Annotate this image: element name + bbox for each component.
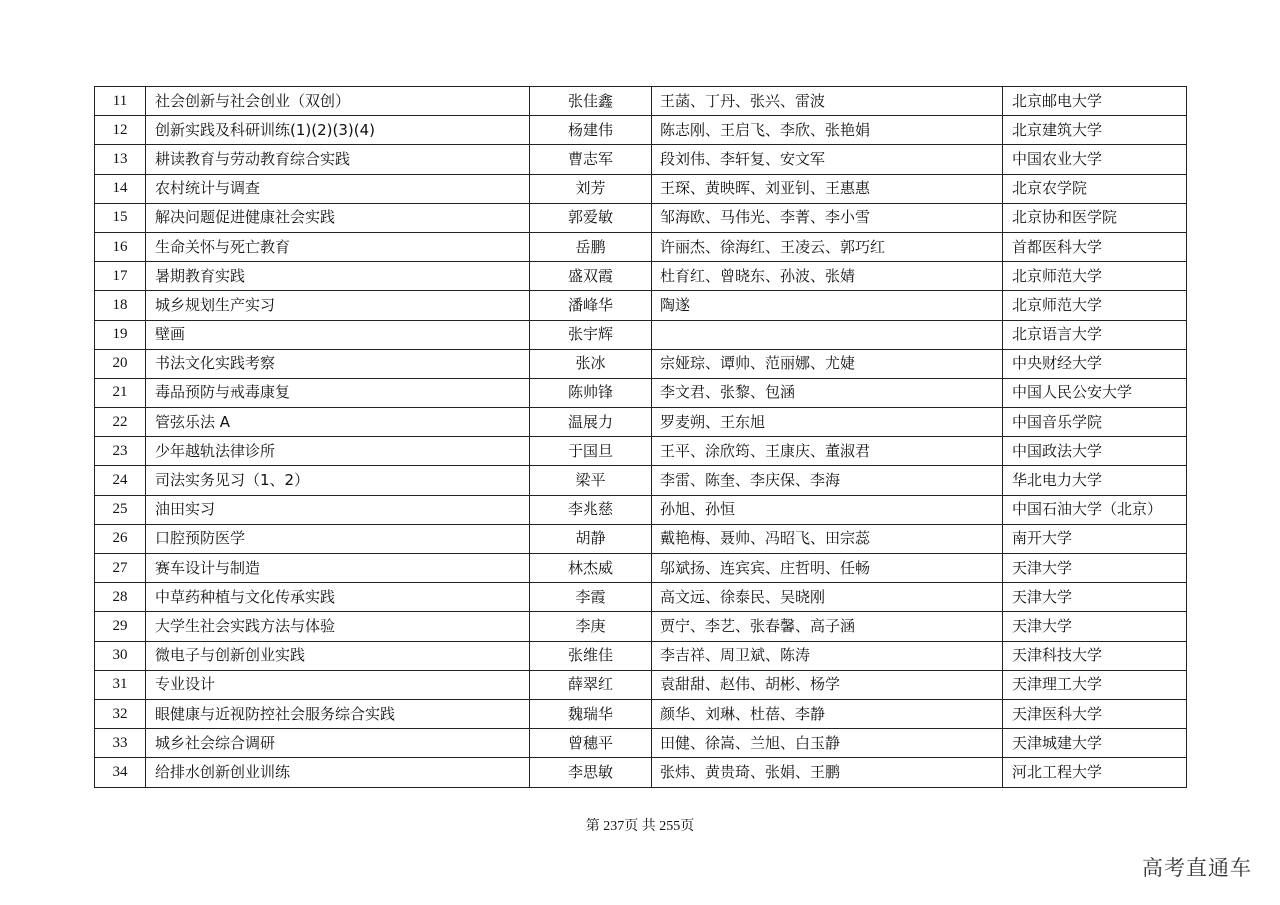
cell-number: 28 xyxy=(95,583,146,612)
cell-number: 30 xyxy=(95,641,146,670)
cell-members: 段刘伟、李轩复、安文军 xyxy=(652,145,1003,174)
cell-leader: 曹志军 xyxy=(530,145,652,174)
cell-leader: 温展力 xyxy=(530,408,652,437)
table-row xyxy=(95,670,1187,699)
cell-members: 陈志刚、王启飞、李欣、张艳娟 xyxy=(652,116,1003,145)
cell-leader: 刘芳 xyxy=(530,174,652,203)
cell-number: 31 xyxy=(95,670,146,699)
cell-course-name: 生命关怀与死亡教育 xyxy=(146,232,530,261)
cell-course-name: 书法文化实践考察 xyxy=(146,349,530,378)
table-row xyxy=(95,232,1187,261)
cell-course-name: 赛车设计与制造 xyxy=(146,554,530,583)
cell-members: 罗麦朔、王东旭 xyxy=(652,408,1003,437)
table-row xyxy=(95,87,1187,116)
cell-course-name: 农村统计与调查 xyxy=(146,174,530,203)
cell-members: 邹海欧、马伟光、李菁、李小雪 xyxy=(652,203,1003,232)
cell-members: 王平、涂欣筠、王康庆、董淑君 xyxy=(652,437,1003,466)
course-table xyxy=(94,86,1187,788)
table-row xyxy=(95,495,1187,524)
cell-members: 杜育红、曾晓东、孙波、张婧 xyxy=(652,262,1003,291)
cell-course-name: 油田实习 xyxy=(146,495,530,524)
cell-number: 17 xyxy=(95,262,146,291)
cell-number: 13 xyxy=(95,145,146,174)
cell-members: 许丽杰、徐海红、王凌云、郭巧红 xyxy=(652,232,1003,261)
table-row xyxy=(95,203,1187,232)
cell-course-name: 少年越轨法律诊所 xyxy=(146,437,530,466)
cell-course-name: 专业设计 xyxy=(146,670,530,699)
cell-number: 25 xyxy=(95,495,146,524)
cell-number: 24 xyxy=(95,466,146,495)
course-table-container xyxy=(94,86,1186,788)
cell-school: 河北工程大学 xyxy=(1003,758,1187,787)
cell-leader: 林杰威 xyxy=(530,554,652,583)
cell-members: 王菡、丁丹、张兴、雷波 xyxy=(652,87,1003,116)
cell-number: 21 xyxy=(95,378,146,407)
table-row xyxy=(95,116,1187,145)
cell-school: 南开大学 xyxy=(1003,524,1187,553)
table-row xyxy=(95,554,1187,583)
cell-number: 19 xyxy=(95,320,146,349)
cell-members: 王琛、黄映晖、刘亚钊、王惠惠 xyxy=(652,174,1003,203)
table-row xyxy=(95,758,1187,787)
cell-school: 天津大学 xyxy=(1003,612,1187,641)
cell-course-name: 社会创新与社会创业（双创） xyxy=(146,87,530,116)
cell-course-name: 毒品预防与戒毒康复 xyxy=(146,378,530,407)
cell-leader: 张维佳 xyxy=(530,641,652,670)
cell-course-name: 口腔预防医学 xyxy=(146,524,530,553)
cell-school: 北京农学院 xyxy=(1003,174,1187,203)
cell-school: 中国政法大学 xyxy=(1003,437,1187,466)
cell-members: 李文君、张黎、包涵 xyxy=(652,378,1003,407)
cell-school: 天津理工大学 xyxy=(1003,670,1187,699)
cell-leader: 陈帅锋 xyxy=(530,378,652,407)
cell-school: 北京协和医学院 xyxy=(1003,203,1187,232)
table-row xyxy=(95,349,1187,378)
cell-number: 27 xyxy=(95,554,146,583)
cell-members: 李吉祥、周卫斌、陈涛 xyxy=(652,641,1003,670)
cell-school: 天津大学 xyxy=(1003,554,1187,583)
cell-number: 22 xyxy=(95,408,146,437)
cell-members: 袁甜甜、赵伟、胡彬、杨学 xyxy=(652,670,1003,699)
cell-number: 20 xyxy=(95,349,146,378)
cell-leader: 李庚 xyxy=(530,612,652,641)
table-row xyxy=(95,378,1187,407)
cell-leader: 岳鹏 xyxy=(530,232,652,261)
cell-leader: 盛双霞 xyxy=(530,262,652,291)
cell-school: 天津大学 xyxy=(1003,583,1187,612)
cell-number: 29 xyxy=(95,612,146,641)
cell-leader: 郭爱敏 xyxy=(530,203,652,232)
cell-leader: 于国旦 xyxy=(530,437,652,466)
watermark-logo-text: 高考直通车 xyxy=(1142,856,1252,880)
cell-number: 23 xyxy=(95,437,146,466)
cell-school: 北京师范大学 xyxy=(1003,262,1187,291)
cell-leader: 潘峰华 xyxy=(530,291,652,320)
cell-leader: 薛翠红 xyxy=(530,670,652,699)
cell-course-name: 创新实践及科研训练(1)(2)(3)(4) xyxy=(146,116,530,145)
cell-members: 贾宁、李艺、张春馨、高子涵 xyxy=(652,612,1003,641)
cell-school: 中国农业大学 xyxy=(1003,145,1187,174)
cell-leader: 李霞 xyxy=(530,583,652,612)
cell-course-name: 解决问题促进健康社会实践 xyxy=(146,203,530,232)
cell-course-name: 大学生社会实践方法与体验 xyxy=(146,612,530,641)
cell-number: 18 xyxy=(95,291,146,320)
table-row xyxy=(95,408,1187,437)
cell-leader: 胡静 xyxy=(530,524,652,553)
cell-leader: 曾穗平 xyxy=(530,729,652,758)
cell-members: 田健、徐嵩、兰旭、白玉静 xyxy=(652,729,1003,758)
cell-course-name: 耕读教育与劳动教育综合实践 xyxy=(146,145,530,174)
cell-members: 张炜、黄贵琦、张娟、王鹏 xyxy=(652,758,1003,787)
table-row xyxy=(95,291,1187,320)
cell-number: 32 xyxy=(95,699,146,728)
table-row xyxy=(95,729,1187,758)
cell-leader: 杨建伟 xyxy=(530,116,652,145)
cell-number: 33 xyxy=(95,729,146,758)
cell-number: 15 xyxy=(95,203,146,232)
table-row xyxy=(95,174,1187,203)
table-row xyxy=(95,524,1187,553)
table-row xyxy=(95,466,1187,495)
cell-leader: 梁平 xyxy=(530,466,652,495)
cell-course-name: 中草药种植与文化传承实践 xyxy=(146,583,530,612)
table-row xyxy=(95,699,1187,728)
table-row xyxy=(95,612,1187,641)
cell-members xyxy=(652,320,1003,349)
cell-members: 孙旭、孙恒 xyxy=(652,495,1003,524)
cell-leader: 李思敏 xyxy=(530,758,652,787)
cell-course-name: 管弦乐法 A xyxy=(146,408,530,437)
cell-school: 北京邮电大学 xyxy=(1003,87,1187,116)
cell-members: 邬斌扬、连宾宾、庄哲明、任畅 xyxy=(652,554,1003,583)
cell-course-name: 暑期教育实践 xyxy=(146,262,530,291)
table-row xyxy=(95,583,1187,612)
table-row xyxy=(95,641,1187,670)
course-table-body xyxy=(95,87,1187,788)
cell-school: 北京语言大学 xyxy=(1003,320,1187,349)
cell-course-name: 城乡社会综合调研 xyxy=(146,729,530,758)
cell-course-name: 司法实务见习（1、2） xyxy=(146,466,530,495)
cell-number: 16 xyxy=(95,232,146,261)
cell-course-name: 给排水创新创业训练 xyxy=(146,758,530,787)
cell-school: 中国人民公安大学 xyxy=(1003,378,1187,407)
table-row xyxy=(95,145,1187,174)
cell-school: 北京师范大学 xyxy=(1003,291,1187,320)
table-row xyxy=(95,262,1187,291)
cell-members: 李雷、陈奎、李庆保、李海 xyxy=(652,466,1003,495)
page-number: 第 237页 共 255页 xyxy=(585,819,695,834)
cell-leader: 张宇辉 xyxy=(530,320,652,349)
cell-members: 宗娅琮、谭帅、范丽娜、尤婕 xyxy=(652,349,1003,378)
cell-leader: 张佳鑫 xyxy=(530,87,652,116)
cell-members: 戴艳梅、聂帅、冯昭飞、田宗蕊 xyxy=(652,524,1003,553)
cell-course-name: 微电子与创新创业实践 xyxy=(146,641,530,670)
cell-leader: 魏瑞华 xyxy=(530,699,652,728)
cell-school: 天津科技大学 xyxy=(1003,641,1187,670)
cell-course-name: 壁画 xyxy=(146,320,530,349)
cell-school: 首都医科大学 xyxy=(1003,232,1187,261)
cell-members: 陶遂 xyxy=(652,291,1003,320)
cell-school: 中央财经大学 xyxy=(1003,349,1187,378)
cell-number: 34 xyxy=(95,758,146,787)
cell-course-name: 城乡规划生产实习 xyxy=(146,291,530,320)
cell-number: 11 xyxy=(95,87,146,116)
cell-number: 14 xyxy=(95,174,146,203)
cell-leader: 张冰 xyxy=(530,349,652,378)
cell-members: 高文远、徐泰民、吴晓刚 xyxy=(652,583,1003,612)
cell-leader: 李兆慈 xyxy=(530,495,652,524)
cell-number: 26 xyxy=(95,524,146,553)
cell-course-name: 眼健康与近视防控社会服务综合实践 xyxy=(146,699,530,728)
cell-school: 北京建筑大学 xyxy=(1003,116,1187,145)
cell-school: 华北电力大学 xyxy=(1003,466,1187,495)
cell-number: 12 xyxy=(95,116,146,145)
table-row xyxy=(95,437,1187,466)
cell-school: 天津医科大学 xyxy=(1003,699,1187,728)
cell-members: 颜华、刘琳、杜蓓、李静 xyxy=(652,699,1003,728)
cell-school: 中国音乐学院 xyxy=(1003,408,1187,437)
table-row xyxy=(95,320,1187,349)
cell-school: 中国石油大学（北京） xyxy=(1003,495,1187,524)
cell-school: 天津城建大学 xyxy=(1003,729,1187,758)
